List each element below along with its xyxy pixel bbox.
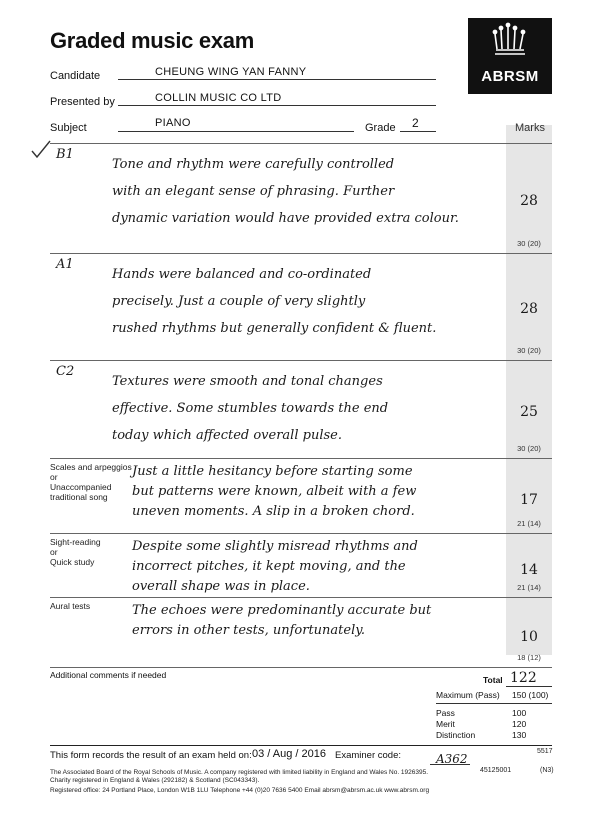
comment-line: but patterns were known, albeit with a few — [132, 484, 417, 499]
total-label: Total — [483, 675, 503, 685]
comment-line: precisely. Just a couple of very slightly — [112, 294, 366, 309]
section-max-mark: 21 (14) — [517, 583, 541, 592]
section-mark: 10 — [520, 628, 538, 645]
distinction-label: Distinction — [436, 730, 476, 740]
exam-date: 03 / Aug / 2016 — [252, 748, 327, 760]
comment-line: Hands were balanced and co-ordinated — [112, 267, 372, 282]
section-max-mark: 18 (12) — [517, 653, 541, 662]
merit-label: Merit — [436, 719, 455, 729]
comment-line: dynamic variation would have provided extra colour. — [112, 211, 459, 226]
grade-line — [400, 131, 436, 132]
examiner-code-line — [430, 764, 470, 765]
section-max-mark: 30 (20) — [517, 346, 541, 355]
section-code: B1 — [56, 147, 74, 162]
legal-line-2: Charity registered in England & Wales (292182) & Scotland (SC043343). — [50, 777, 260, 784]
section-code: C2 — [56, 364, 75, 379]
candidate-line — [118, 79, 436, 80]
comment-line: Textures were smooth and tonal changes — [112, 374, 383, 389]
section-code: A1 — [56, 257, 74, 272]
section-mark: 17 — [520, 491, 538, 508]
pass-label: Pass — [436, 708, 455, 718]
comment-line: Tone and rhythm were carefully controlled — [112, 157, 395, 172]
additional-comments-label: Additional comments if needed — [50, 670, 167, 680]
marks-header: Marks — [515, 122, 545, 134]
candidate-label: Candidate — [50, 70, 101, 82]
maximum-value: 150 (100) — [512, 690, 549, 700]
presented-by-line — [118, 105, 436, 106]
section-divider — [50, 143, 552, 144]
presented-by-label: Presented by — [50, 96, 115, 108]
presented-by-value: COLLIN MUSIC CO LTD — [155, 92, 282, 104]
examiner-code: A362 — [436, 752, 468, 766]
section-divider-comments — [50, 667, 552, 668]
subject-line — [118, 131, 354, 132]
reference-code-bottom: 45125001 — [480, 767, 512, 774]
section-max-mark: 30 (20) — [517, 444, 541, 453]
abrsm-logo — [468, 18, 552, 94]
candidate-value: CHEUNG WING YAN FANNY — [155, 66, 307, 78]
reference-code-suffix: (N3) — [540, 767, 554, 774]
examiner-code-label: Examiner code: — [335, 750, 402, 761]
section-divider — [50, 253, 552, 254]
section-divider — [50, 458, 552, 459]
comment-line: The echoes were predominantly accurate but — [132, 603, 432, 618]
subject-label: Subject — [50, 122, 87, 134]
grade-label: Grade — [365, 122, 396, 134]
section-label: Scales and arpeggios or Unaccompanied traditional song — [50, 462, 132, 502]
subject-value: PIANO — [155, 117, 191, 129]
comment-line: overall shape was in place. — [132, 579, 310, 594]
comment-line: effective. Some stumbles towards the end — [112, 401, 389, 416]
legal-line-1: The Associated Board of the Royal Schools of Music. A company registered with limited liability in England and Wales No. 1926395. — [50, 769, 429, 776]
comment-line: today which affected overall pulse. — [112, 428, 342, 443]
legal-line-3: Registered office: 24 Portland Place, London W1B 1LU Telephone +44 (0)20 7636 5400 Email abrsm@abrsm.ac.uk www.abrsm.org — [50, 787, 430, 794]
comment-line: rushed rhythms but generally confident & fluent. — [112, 321, 437, 336]
footer-rule — [50, 745, 552, 746]
section-divider — [50, 597, 552, 598]
logo-text: ABRSM — [481, 68, 539, 85]
section-max-mark: 30 (20) — [517, 239, 541, 248]
grade-value: 2 — [412, 116, 419, 130]
pass-value: 100 — [512, 708, 527, 718]
comment-line: uneven moments. A slip in a broken chord. — [132, 504, 415, 519]
section-max-mark: 21 (14) — [517, 519, 541, 528]
form-title: Graded music exam — [50, 28, 254, 53]
total-value: 122 — [510, 670, 537, 686]
reference-code-top: 5517 — [537, 748, 553, 755]
maximum-line — [436, 703, 552, 704]
comment-line: incorrect pitches, it kept moving, and the — [132, 559, 406, 574]
record-text: This form records the result of an exam held on: — [50, 750, 252, 761]
section-mark: 14 — [520, 561, 538, 578]
section-label: Sight-reading or Quick study — [50, 537, 101, 567]
merit-value: 120 — [512, 719, 527, 729]
comment-line: Just a little hesitancy before starting some — [132, 464, 413, 479]
section-mark: 25 — [520, 404, 538, 421]
maximum-label: Maximum (Pass) — [436, 690, 500, 700]
section-mark: 28 — [520, 301, 538, 318]
comment-line: with an elegant sense of phrasing. Further — [112, 184, 395, 199]
section-divider — [50, 360, 552, 361]
comment-line: errors in other tests, unfortunately. — [132, 623, 365, 638]
comment-line: Despite some slightly misread rhythms and — [132, 539, 418, 554]
distinction-value: 130 — [512, 730, 527, 740]
check-mark-icon — [30, 138, 52, 160]
section-mark: 28 — [520, 192, 538, 209]
section-label: Aural tests — [50, 601, 91, 611]
crown-icon — [468, 18, 552, 68]
total-line — [506, 686, 552, 687]
section-divider — [50, 533, 552, 534]
